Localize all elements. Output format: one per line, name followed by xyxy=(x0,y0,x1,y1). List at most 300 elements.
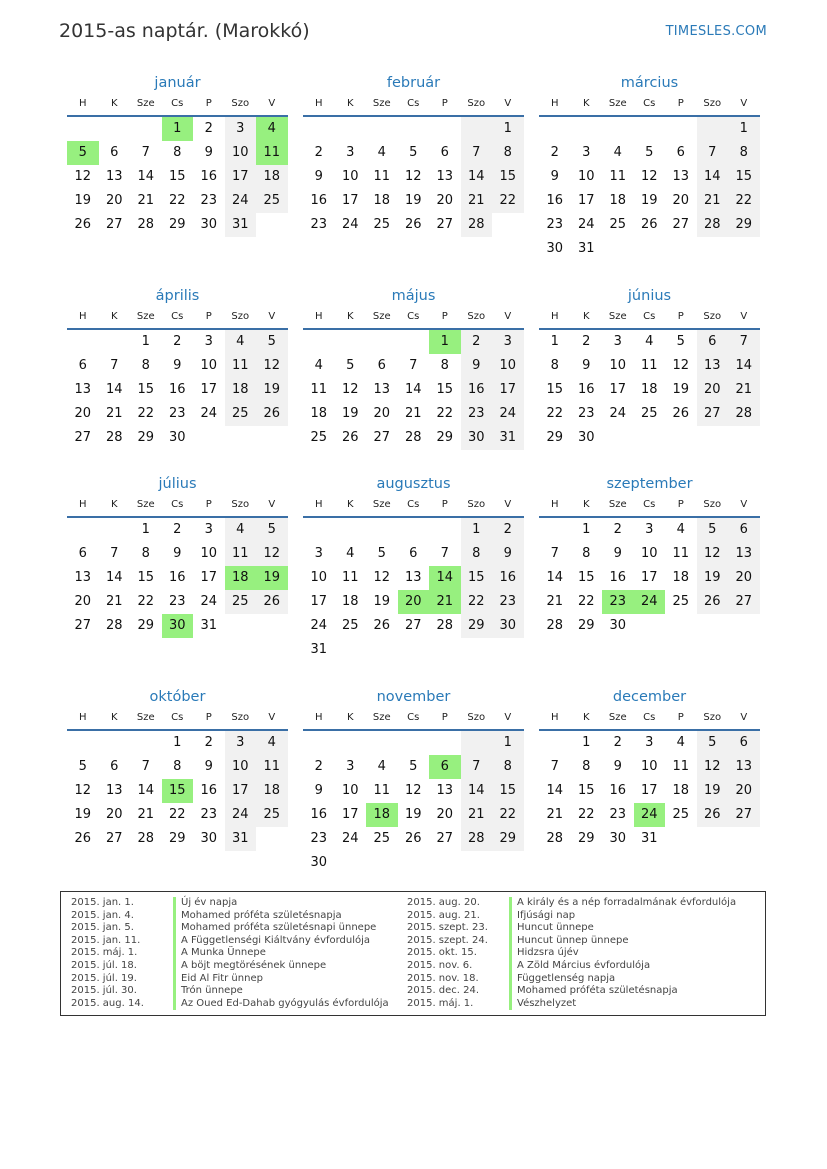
day-cell: 30 xyxy=(162,614,194,638)
day-cell: 1 xyxy=(492,731,524,755)
day-cell: 7 xyxy=(550,759,559,774)
day-cell: 24 xyxy=(341,831,359,846)
day-cell: 9 xyxy=(613,546,622,561)
day-cell: 2 xyxy=(582,334,591,349)
brand-logo[interactable]: TIMESLES.COM xyxy=(665,24,767,39)
day-cell: 1 xyxy=(141,522,150,537)
day-empty xyxy=(429,117,461,141)
day-cell: 11 xyxy=(341,570,359,585)
month-name: augusztus xyxy=(376,476,451,492)
holiday-date: 2015. júl. 19. xyxy=(71,972,137,984)
holiday-date: 2015. nov. 18. xyxy=(407,972,479,984)
weekday-label: H xyxy=(314,311,323,322)
day-cell: 23 xyxy=(492,590,524,614)
day-cell: 21 xyxy=(728,378,760,402)
day-cell: 31 xyxy=(310,642,328,657)
month-grid xyxy=(303,709,524,875)
day-empty xyxy=(366,518,398,542)
holiday-list-right xyxy=(407,897,736,1010)
day-cell: 29 xyxy=(137,618,155,633)
weekday-label: Sze xyxy=(608,712,627,723)
day-empty xyxy=(99,117,131,141)
day-cell: 8 xyxy=(492,755,524,779)
day-cell: 26 xyxy=(74,831,92,846)
holiday-row xyxy=(71,998,389,1011)
day-cell: 28 xyxy=(137,217,155,232)
day-cell: 24 xyxy=(225,803,257,827)
holiday-name: Mohamed próféta születésnapja xyxy=(173,910,342,923)
day-empty xyxy=(335,518,367,542)
weekday-label: Sze xyxy=(608,98,627,109)
weekday-label: Cs xyxy=(643,499,656,510)
day-cell: 14 xyxy=(137,169,155,184)
day-cell: 9 xyxy=(314,783,323,798)
day-empty xyxy=(99,518,131,542)
day-cell: 19 xyxy=(74,807,92,822)
day-cell: 21 xyxy=(429,590,461,614)
day-empty xyxy=(429,518,461,542)
day-cell: 18 xyxy=(366,803,398,827)
weekday-label: H xyxy=(78,712,87,723)
day-cell: 24 xyxy=(577,217,595,232)
weekday-label: Cs xyxy=(171,311,184,322)
day-empty xyxy=(303,117,335,141)
day-cell: 3 xyxy=(204,522,213,537)
day-cell: 20 xyxy=(105,193,123,208)
day-cell: 11 xyxy=(256,141,288,165)
day-cell: 21 xyxy=(137,193,155,208)
day-cell: 28 xyxy=(105,618,123,633)
day-cell: 5 xyxy=(409,759,418,774)
month-grid xyxy=(303,308,524,450)
month-grid xyxy=(539,95,760,261)
day-cell: 18 xyxy=(256,779,288,803)
holiday-row xyxy=(71,910,389,923)
weekday-label: Sze xyxy=(372,311,391,322)
holiday-date: 2015. dec. 24. xyxy=(407,985,480,997)
holiday-name: A böjt megtörésének ünnepe xyxy=(173,960,326,973)
day-cell: 22 xyxy=(492,803,524,827)
day-cell: 17 xyxy=(341,807,359,822)
weekday-label: K xyxy=(346,499,354,510)
month-11 xyxy=(303,685,524,875)
day-cell: 19 xyxy=(256,566,288,590)
day-cell: 24 xyxy=(634,590,666,614)
day-cell: 29 xyxy=(728,213,760,237)
weekday-label: K xyxy=(346,98,354,109)
holiday-row xyxy=(407,960,736,973)
day-cell: 18 xyxy=(225,566,257,590)
weekday-label: V xyxy=(504,712,512,723)
day-cell: 29 xyxy=(168,831,186,846)
day-cell: 22 xyxy=(168,193,186,208)
day-cell: 3 xyxy=(204,334,213,349)
weekday-label: P xyxy=(441,712,448,723)
weekday-label: Szo xyxy=(231,98,250,109)
day-cell: 18 xyxy=(373,193,391,208)
day-empty xyxy=(697,117,729,141)
day-empty xyxy=(130,731,162,755)
holiday-date: 2015. okt. 15. xyxy=(407,947,477,959)
day-cell: 26 xyxy=(373,618,391,633)
holiday-name: Ifjúsági nap xyxy=(509,910,575,923)
day-cell: 8 xyxy=(440,358,449,373)
day-cell: 7 xyxy=(728,330,760,354)
month-grid xyxy=(303,95,524,237)
day-cell: 7 xyxy=(440,546,449,561)
weekday-label: K xyxy=(346,712,354,723)
holiday-date: 2015. máj. 1. xyxy=(71,947,138,959)
month-3 xyxy=(539,71,760,261)
day-cell: 7 xyxy=(461,755,493,779)
day-cell: 25 xyxy=(225,402,257,426)
holiday-date: 2015. jan. 4. xyxy=(71,909,134,921)
holiday-name: Eid Al Fitr ünnep xyxy=(173,973,263,986)
day-cell: 5 xyxy=(409,145,418,160)
holiday-name: Függetlenség napja xyxy=(509,973,615,986)
holiday-row xyxy=(71,960,389,973)
day-cell: 21 xyxy=(137,807,155,822)
day-cell: 9 xyxy=(314,169,323,184)
day-cell: 6 xyxy=(110,145,119,160)
day-cell: 7 xyxy=(141,759,150,774)
day-empty xyxy=(67,117,99,141)
day-cell: 3 xyxy=(645,522,654,537)
day-cell: 28 xyxy=(105,430,123,445)
day-cell: 7 xyxy=(141,145,150,160)
weekday-label: V xyxy=(740,712,748,723)
day-cell: 27 xyxy=(74,430,92,445)
month-1 xyxy=(67,71,288,237)
day-empty xyxy=(99,731,131,755)
weekday-label: Cs xyxy=(643,98,656,109)
day-empty xyxy=(366,117,398,141)
day-cell: 1 xyxy=(141,334,150,349)
day-cell: 24 xyxy=(492,402,524,426)
day-cell: 10 xyxy=(609,358,627,373)
month-name: szeptember xyxy=(606,476,693,492)
holiday-name: A király és a nép forradalmának évfordulója xyxy=(509,897,736,910)
weekday-label: Sze xyxy=(608,311,627,322)
day-cell: 23 xyxy=(168,406,186,421)
day-cell: 2 xyxy=(461,330,493,354)
day-cell: 11 xyxy=(373,169,391,184)
day-cell: 30 xyxy=(609,831,627,846)
day-cell: 29 xyxy=(168,217,186,232)
weekday-label: Sze xyxy=(372,98,391,109)
day-cell: 9 xyxy=(550,169,559,184)
day-cell: 14 xyxy=(461,779,493,803)
month-grid xyxy=(67,95,288,237)
weekday-label: Cs xyxy=(407,311,420,322)
day-cell: 8 xyxy=(173,145,182,160)
day-cell: 17 xyxy=(200,570,218,585)
weekday-label: K xyxy=(582,712,590,723)
day-cell: 17 xyxy=(640,570,658,585)
day-cell: 22 xyxy=(577,807,595,822)
day-cell: 3 xyxy=(314,546,323,561)
holiday-date: 2015. aug. 20. xyxy=(407,897,480,908)
day-cell: 12 xyxy=(672,358,690,373)
weekday-label: Sze xyxy=(608,499,627,510)
month-name: október xyxy=(149,689,206,705)
day-cell: 31 xyxy=(200,618,218,633)
day-cell: 19 xyxy=(74,193,92,208)
day-cell: 1 xyxy=(162,117,194,141)
day-cell: 1 xyxy=(173,735,182,750)
day-cell: 19 xyxy=(404,193,422,208)
day-cell: 20 xyxy=(697,378,729,402)
day-cell: 6 xyxy=(78,546,87,561)
day-cell: 15 xyxy=(546,382,564,397)
holiday-date: 2015. jan. 1. xyxy=(71,897,134,908)
day-cell: 9 xyxy=(461,354,493,378)
day-cell: 24 xyxy=(634,803,666,827)
holiday-row xyxy=(71,947,389,960)
day-cell: 24 xyxy=(341,217,359,232)
day-cell: 15 xyxy=(728,165,760,189)
day-cell: 22 xyxy=(436,406,454,421)
day-cell: 8 xyxy=(728,141,760,165)
day-cell: 26 xyxy=(672,406,690,421)
day-cell: 27 xyxy=(436,217,454,232)
day-cell: 11 xyxy=(256,755,288,779)
day-empty xyxy=(539,518,571,542)
day-cell: 7 xyxy=(697,141,729,165)
day-cell: 1 xyxy=(429,330,461,354)
day-cell: 16 xyxy=(310,807,328,822)
holiday-name: Mohamed próféta születésnapja xyxy=(509,985,678,998)
weekday-label: H xyxy=(550,311,559,322)
day-cell: 23 xyxy=(602,590,634,614)
day-cell: 6 xyxy=(676,145,685,160)
holiday-date: 2015. szept. 24. xyxy=(407,934,488,946)
day-cell: 26 xyxy=(640,217,658,232)
day-cell: 4 xyxy=(377,759,386,774)
weekday-label: V xyxy=(504,311,512,322)
day-cell: 6 xyxy=(409,546,418,561)
day-cell: 9 xyxy=(204,759,213,774)
day-cell: 12 xyxy=(256,354,288,378)
day-cell: 8 xyxy=(461,542,493,566)
day-cell: 27 xyxy=(373,430,391,445)
day-cell: 10 xyxy=(640,546,658,561)
day-empty xyxy=(398,117,430,141)
month-name: január xyxy=(154,75,201,91)
holiday-name: Az Oued Ed-Dahab gyógyulás évfordulója xyxy=(173,998,389,1011)
weekday-label: H xyxy=(78,499,87,510)
day-empty xyxy=(366,330,398,354)
day-cell: 18 xyxy=(609,193,627,208)
day-cell: 19 xyxy=(697,779,729,803)
day-cell: 22 xyxy=(577,594,595,609)
day-cell: 14 xyxy=(137,783,155,798)
day-cell: 4 xyxy=(225,518,257,542)
day-empty xyxy=(571,117,603,141)
day-cell: 10 xyxy=(200,546,218,561)
day-cell: 1 xyxy=(728,117,760,141)
day-cell: 23 xyxy=(310,831,328,846)
day-cell: 10 xyxy=(225,755,257,779)
month-grid xyxy=(539,709,760,851)
day-cell: 12 xyxy=(404,169,422,184)
day-cell: 4 xyxy=(676,735,685,750)
day-cell: 19 xyxy=(640,193,658,208)
day-cell: 5 xyxy=(697,518,729,542)
month-grid xyxy=(303,496,524,662)
day-cell: 4 xyxy=(256,731,288,755)
day-cell: 31 xyxy=(640,831,658,846)
day-cell: 20 xyxy=(74,594,92,609)
day-cell: 17 xyxy=(225,165,257,189)
day-cell: 27 xyxy=(728,803,760,827)
day-cell: 21 xyxy=(461,189,493,213)
day-cell: 4 xyxy=(346,546,355,561)
day-cell: 18 xyxy=(341,594,359,609)
day-cell: 1 xyxy=(492,117,524,141)
holiday-name: A Zöld Március évfordulója xyxy=(509,960,650,973)
weekday-label: K xyxy=(110,311,118,322)
day-cell: 23 xyxy=(200,193,218,208)
day-cell: 5 xyxy=(256,330,288,354)
weekday-label: P xyxy=(677,499,684,510)
day-cell: 2 xyxy=(613,735,622,750)
day-cell: 30 xyxy=(310,855,328,870)
day-cell: 15 xyxy=(492,779,524,803)
weekday-label: V xyxy=(268,712,276,723)
day-cell: 29 xyxy=(577,831,595,846)
day-cell: 17 xyxy=(310,594,328,609)
day-cell: 27 xyxy=(436,831,454,846)
month-name: május xyxy=(391,288,436,304)
day-cell: 6 xyxy=(110,759,119,774)
holiday-name: Új év napja xyxy=(173,897,237,910)
day-cell: 3 xyxy=(346,759,355,774)
day-cell: 5 xyxy=(256,518,288,542)
day-cell: 17 xyxy=(640,783,658,798)
day-cell: 25 xyxy=(373,217,391,232)
day-cell: 15 xyxy=(137,382,155,397)
weekday-label: V xyxy=(268,98,276,109)
day-cell: 15 xyxy=(492,165,524,189)
day-cell: 4 xyxy=(225,330,257,354)
day-cell: 16 xyxy=(168,382,186,397)
day-cell: 19 xyxy=(404,807,422,822)
day-cell: 25 xyxy=(373,831,391,846)
weekday-label: P xyxy=(441,311,448,322)
day-empty xyxy=(67,518,99,542)
day-cell: 19 xyxy=(256,378,288,402)
month-grid xyxy=(67,496,288,638)
day-cell: 22 xyxy=(492,189,524,213)
day-cell: 11 xyxy=(310,382,328,397)
day-cell: 16 xyxy=(461,378,493,402)
weekday-label: V xyxy=(504,98,512,109)
weekday-label: Szo xyxy=(703,98,722,109)
day-cell: 4 xyxy=(377,145,386,160)
holiday-row xyxy=(71,935,389,948)
day-cell: 23 xyxy=(609,807,627,822)
day-cell: 3 xyxy=(492,330,524,354)
day-cell: 28 xyxy=(697,213,729,237)
day-cell: 21 xyxy=(697,189,729,213)
day-cell: 10 xyxy=(341,783,359,798)
day-cell: 15 xyxy=(461,566,493,590)
day-cell: 25 xyxy=(640,406,658,421)
day-empty xyxy=(429,731,461,755)
day-cell: 11 xyxy=(373,783,391,798)
weekday-label: K xyxy=(110,712,118,723)
day-cell: 23 xyxy=(546,217,564,232)
day-empty xyxy=(303,518,335,542)
day-cell: 22 xyxy=(461,590,493,614)
day-cell: 21 xyxy=(105,406,123,421)
holiday-date: 2015. máj. 1. xyxy=(407,997,474,1009)
holiday-row xyxy=(71,985,389,998)
day-cell: 2 xyxy=(173,334,182,349)
day-cell: 31 xyxy=(492,426,524,450)
day-empty xyxy=(634,117,666,141)
day-cell: 29 xyxy=(137,430,155,445)
day-cell: 28 xyxy=(137,831,155,846)
day-cell: 16 xyxy=(310,193,328,208)
month-name: február xyxy=(386,75,441,91)
weekday-label: Cs xyxy=(171,712,184,723)
day-cell: 7 xyxy=(110,546,119,561)
weekday-label: Sze xyxy=(372,712,391,723)
day-cell: 26 xyxy=(404,831,422,846)
day-cell: 14 xyxy=(429,566,461,590)
day-cell: 27 xyxy=(74,618,92,633)
day-cell: 2 xyxy=(204,121,213,136)
weekday-label: P xyxy=(677,712,684,723)
day-cell: 22 xyxy=(137,406,155,421)
weekday-label: V xyxy=(268,499,276,510)
day-cell: 13 xyxy=(728,542,760,566)
day-cell: 28 xyxy=(728,402,760,426)
day-cell: 9 xyxy=(204,145,213,160)
day-cell: 10 xyxy=(200,358,218,373)
holiday-row xyxy=(407,897,736,910)
weekday-label: K xyxy=(582,311,590,322)
day-cell: 14 xyxy=(546,570,564,585)
weekday-label: Sze xyxy=(372,499,391,510)
month-5 xyxy=(303,284,524,450)
day-cell: 9 xyxy=(582,358,591,373)
day-cell: 1 xyxy=(582,522,591,537)
weekday-label: H xyxy=(550,98,559,109)
day-cell: 22 xyxy=(168,807,186,822)
day-cell: 30 xyxy=(577,430,595,445)
day-cell: 9 xyxy=(613,759,622,774)
day-cell: 14 xyxy=(728,354,760,378)
month-8 xyxy=(303,472,524,662)
day-cell: 23 xyxy=(168,594,186,609)
holiday-row xyxy=(407,985,736,998)
holiday-row xyxy=(407,935,736,948)
day-cell: 26 xyxy=(404,217,422,232)
day-cell: 2 xyxy=(204,735,213,750)
day-cell: 30 xyxy=(200,831,218,846)
holiday-row xyxy=(407,947,736,960)
day-cell: 12 xyxy=(74,169,92,184)
month-name: július xyxy=(158,476,197,492)
weekday-label: V xyxy=(740,311,748,322)
day-cell: 28 xyxy=(461,213,493,237)
weekday-label: P xyxy=(205,712,212,723)
day-cell: 3 xyxy=(346,145,355,160)
day-cell: 21 xyxy=(404,406,422,421)
